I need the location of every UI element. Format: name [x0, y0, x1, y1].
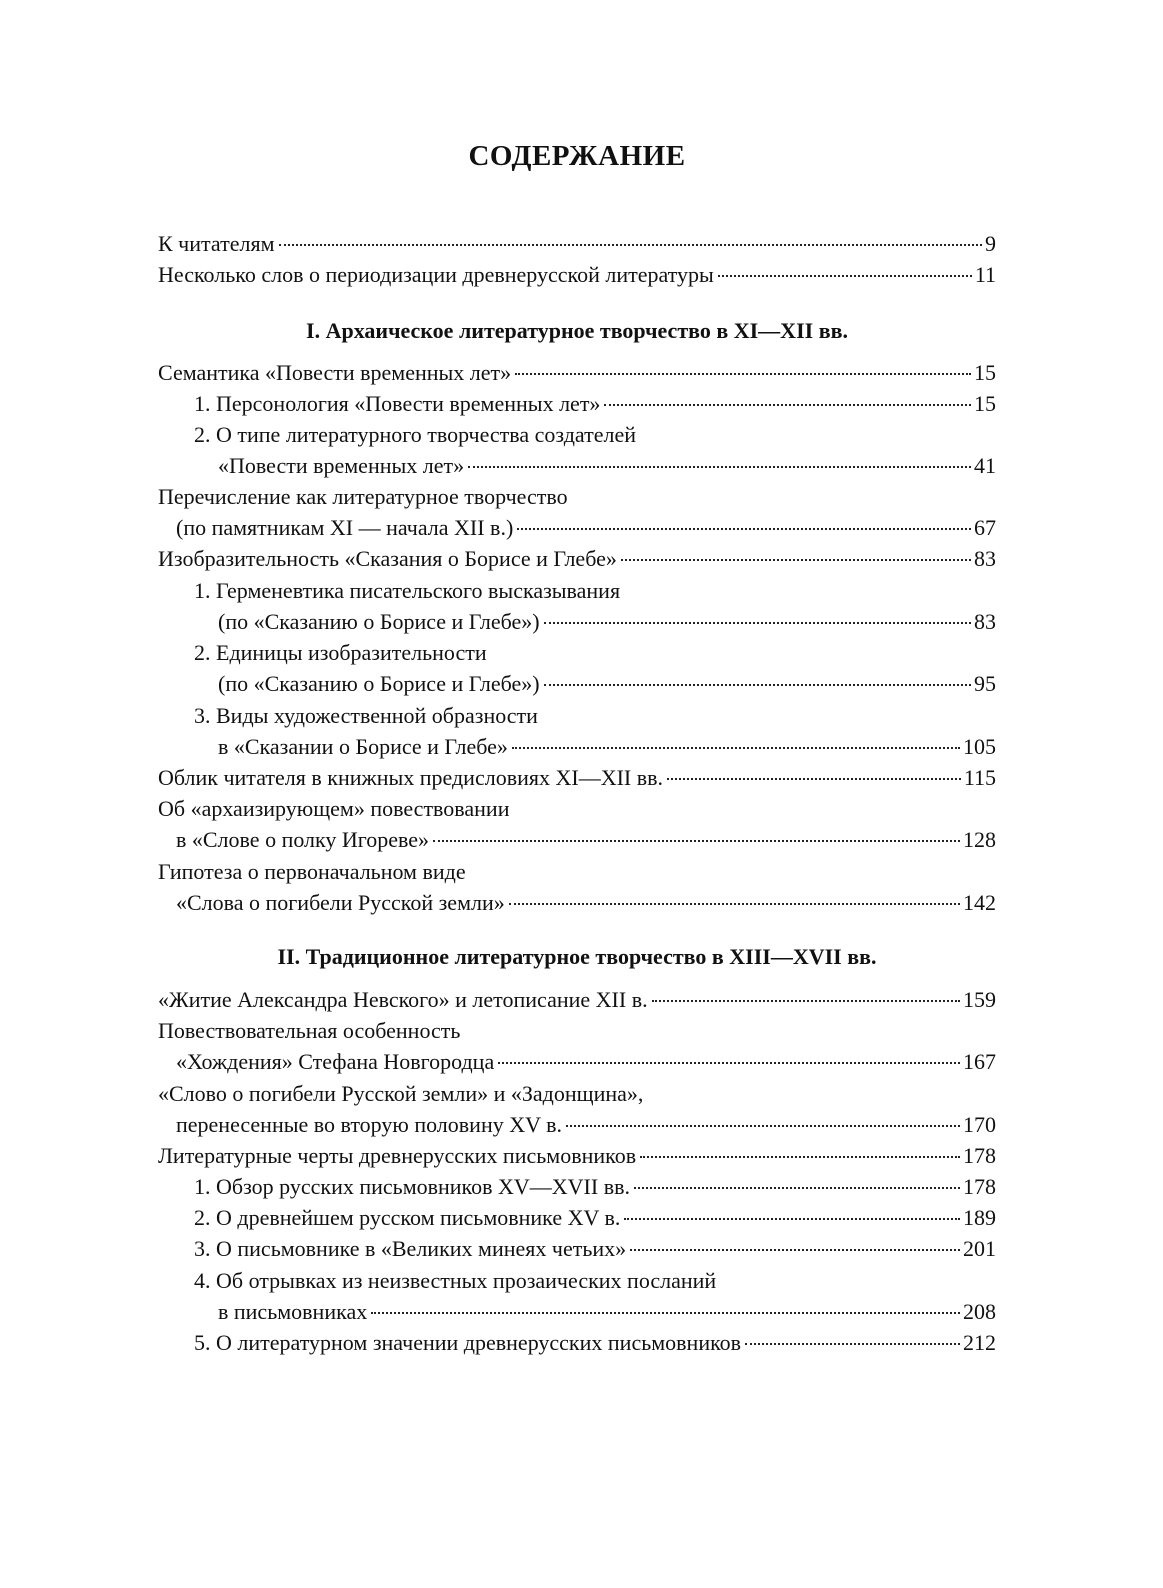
dot-leader	[640, 1156, 960, 1158]
toc-entry-page: 15	[974, 391, 996, 416]
toc-entry-page: 142	[963, 890, 996, 915]
toc-entry-page: 128	[963, 827, 996, 852]
toc-entry-page: 178	[963, 1174, 996, 1199]
dot-leader	[634, 1187, 960, 1189]
toc-entry-line	[158, 1015, 996, 1046]
toc-entry-text: «Слово о погибели Русской земли» и «Задонщина»,	[158, 1081, 644, 1106]
toc-entry-page: 11	[974, 262, 996, 287]
toc-entry-page: 208	[963, 1299, 996, 1324]
dot-leader	[517, 528, 971, 530]
dot-leader	[544, 622, 971, 624]
toc-entry-line	[158, 1078, 996, 1109]
toc-entry-text: Об «архаизирующем» повествовании	[158, 796, 510, 821]
toc-entry	[158, 512, 996, 543]
toc-entry-page: 170	[963, 1112, 996, 1137]
toc-entry-text: «Житие Александра Невского» и летописание XII в.	[158, 987, 648, 1012]
toc-entry-text: К читателям	[158, 231, 275, 256]
toc-entry-text: 2. О древнейшем русском письмовнике XV в.	[194, 1205, 621, 1230]
toc-entry-text: Облик читателя в книжных предисловиях XI—XII вв.	[158, 765, 664, 790]
toc-entry-text: Несколько слов о периодизации древнерусской литературы	[158, 262, 714, 287]
toc-entry	[158, 1327, 996, 1358]
toc-entry-text: 2. О типе литературного творчества создателей	[194, 422, 636, 447]
toc-entry-text: Семантика «Повести временных лет»	[158, 360, 512, 385]
toc-entry	[158, 388, 996, 419]
toc-entry-text: 5. О литературном значении древнерусских письмовников	[194, 1330, 742, 1355]
toc-entry	[158, 1202, 996, 1233]
toc-entry	[158, 731, 996, 762]
toc-entry	[158, 1296, 996, 1327]
dot-leader	[745, 1343, 960, 1345]
toc-entry-page: 9	[985, 231, 996, 256]
toc-entry-text: (по «Сказанию о Борисе и Глебе»)	[218, 671, 540, 696]
toc-entry-page: 189	[963, 1205, 996, 1230]
toc-entry	[158, 1140, 996, 1171]
toc-entry-text: 1. Персонология «Повести временных лет»	[194, 391, 601, 416]
toc-entry	[158, 1109, 996, 1140]
toc-entry	[158, 259, 996, 290]
toc-entry-text: Гипотеза о первоначальном виде	[158, 859, 466, 884]
toc-entry-text: 3. О письмовнике в «Великих минеях четьих»	[194, 1236, 627, 1261]
toc-entry	[158, 1046, 996, 1077]
dot-leader	[630, 1249, 960, 1251]
toc-entry	[158, 824, 996, 855]
toc-entry-text: «Повести временных лет»	[218, 453, 465, 478]
toc-entry-page: 67	[974, 515, 996, 540]
dot-leader	[498, 1062, 960, 1064]
dot-leader	[433, 840, 960, 842]
toc-entry	[158, 543, 996, 574]
dot-leader	[621, 559, 971, 561]
dot-leader	[624, 1218, 960, 1220]
toc-entry	[158, 1233, 996, 1264]
toc-entry	[158, 984, 996, 1015]
toc-entry-line	[158, 856, 996, 887]
toc-entry-text: Изобразительность «Сказания о Борисе и Глебе»	[158, 546, 617, 571]
toc-entry-page: 167	[963, 1049, 996, 1074]
section-heading: II. Традиционное литературное творчество в XIII—XVII вв.	[277, 944, 877, 969]
toc-entry-line	[158, 793, 996, 824]
section-heading: I. Архаическое литературное творчество в XI—XII вв.	[306, 318, 848, 343]
toc-entry-text: 3. Виды художественной образности	[194, 703, 538, 728]
dot-leader	[566, 1125, 960, 1127]
toc-entry	[158, 606, 996, 637]
toc-entry-line	[158, 700, 996, 731]
toc-entry-text: Повествовательная особенность	[158, 1018, 461, 1043]
toc-entry-line	[158, 575, 996, 606]
toc-entry-text: в письмовниках	[218, 1299, 368, 1324]
toc-entry	[158, 762, 996, 793]
dot-leader	[718, 275, 972, 277]
toc-entry	[158, 228, 996, 259]
dot-leader	[279, 244, 983, 246]
toc-entry-page: 201	[963, 1236, 996, 1261]
toc-entry-line	[158, 1265, 996, 1296]
dot-leader	[515, 373, 971, 375]
toc-entry-text: «Хождения» Стефана Новгородца	[176, 1049, 495, 1074]
toc-entry-text: Перечисление как литературное творчество	[158, 484, 568, 509]
toc-entry-page: 159	[963, 987, 996, 1012]
toc-entry-text: 1. Обзор русских письмовников XV—XVII вв.	[194, 1174, 630, 1199]
toc-entry-page: 105	[963, 734, 996, 759]
toc-entry-text: (по памятникам XI — начала XII в.)	[176, 515, 514, 540]
toc-entry	[158, 887, 996, 918]
toc-entry-text: перенесенные во вторую половину XV в.	[176, 1112, 562, 1137]
toc-entry-text: (по «Сказанию о Борисе и Глебе»)	[218, 609, 540, 634]
dot-leader	[512, 747, 960, 749]
toc-entry	[158, 668, 996, 699]
toc-entry-line	[158, 637, 996, 668]
toc-entry	[158, 357, 996, 388]
toc-entry-page: 83	[974, 609, 996, 634]
toc-entry	[158, 450, 996, 481]
dot-leader	[468, 466, 971, 468]
toc-entry-text: 4. Об отрывках из неизвестных прозаических посланий	[194, 1268, 717, 1293]
toc-entry-text: 1. Герменевтика писательского высказывания	[194, 578, 621, 603]
toc-entry-text: 2. Единицы изобразительности	[194, 640, 487, 665]
toc-entry-page: 212	[963, 1330, 996, 1355]
toc-entry-page: 115	[963, 765, 996, 790]
toc-entry-page: 15	[974, 360, 996, 385]
dot-leader	[509, 903, 960, 905]
toc-entry-text: Литературные черты древнерусских письмовников	[158, 1143, 637, 1168]
toc-entry-page: 178	[963, 1143, 996, 1168]
toc-entry-page: 83	[974, 546, 996, 571]
dot-leader	[667, 778, 961, 780]
toc-entry-page: 95	[974, 671, 996, 696]
toc-entry-text: в «Слове о полку Игореве»	[176, 827, 430, 852]
toc-entry-line	[158, 481, 996, 512]
page-title: СОДЕРЖАНИЕ	[468, 140, 686, 172]
toc-entry-text: в «Сказании о Борисе и Глебе»	[218, 734, 508, 759]
toc-entry-page: 41	[974, 453, 996, 478]
dot-leader	[371, 1312, 960, 1314]
toc-entry	[158, 1171, 996, 1202]
toc-entry-line	[158, 419, 996, 450]
dot-leader	[652, 1000, 960, 1002]
dot-leader	[604, 404, 971, 406]
toc-entry-text: «Слова о погибели Русской земли»	[176, 890, 505, 915]
dot-leader	[544, 684, 971, 686]
